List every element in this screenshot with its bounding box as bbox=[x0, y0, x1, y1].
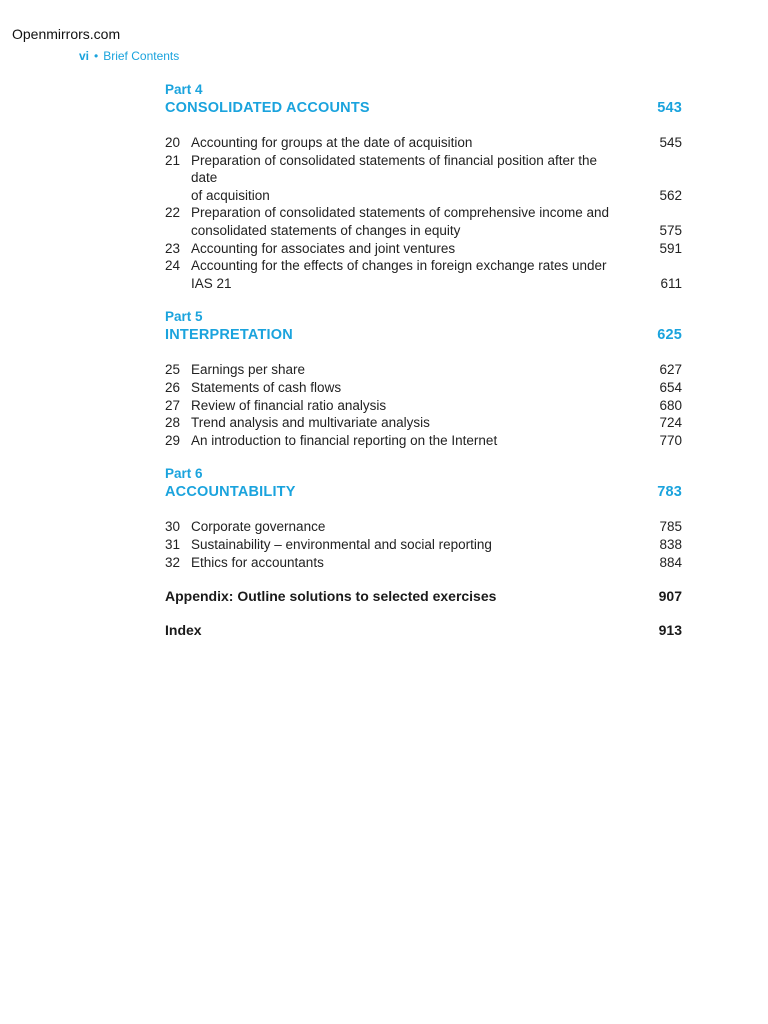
chapter-title-line: Earnings per share bbox=[191, 362, 306, 378]
chapter-number: 21 bbox=[165, 152, 181, 168]
chapter-row-22 bbox=[165, 204, 682, 239]
chapter-title-line: Preparation of consolidated statements of comprehensive income and bbox=[191, 205, 609, 221]
running-head-section: Brief Contents bbox=[103, 49, 180, 63]
chapter-title bbox=[191, 134, 642, 152]
running-head bbox=[79, 49, 179, 63]
chapter-row-32 bbox=[165, 554, 682, 572]
table-of-contents bbox=[165, 81, 682, 639]
chapter-list bbox=[165, 134, 682, 292]
chapter-list bbox=[165, 518, 682, 571]
chapter-number: 23 bbox=[165, 240, 181, 256]
part-title: ACCOUNTABILITY bbox=[165, 484, 296, 501]
chapter-title bbox=[191, 397, 642, 415]
chapter-title bbox=[191, 361, 642, 379]
chapter-number: 22 bbox=[165, 205, 181, 221]
part-label: Part 4 bbox=[165, 82, 203, 97]
chapter-row-20 bbox=[165, 134, 682, 152]
chapter-number: 26 bbox=[165, 379, 181, 395]
chapter-title bbox=[191, 379, 642, 397]
chapter-title-line: An introduction to financial reporting on the Internet bbox=[191, 432, 498, 448]
chapter-page: 591 bbox=[659, 240, 682, 256]
chapter-page: 654 bbox=[659, 379, 682, 395]
part-block-4 bbox=[165, 81, 682, 292]
chapter-title-line: Trend analysis and multivariate analysis bbox=[191, 415, 430, 431]
chapter-row-30 bbox=[165, 518, 682, 536]
chapter-page: 785 bbox=[659, 519, 682, 535]
part-block-6 bbox=[165, 465, 682, 571]
index-title: Index bbox=[165, 622, 202, 639]
chapter-title-line: Preparation of consolidated statements of financial position after the date bbox=[191, 152, 597, 186]
part-page: 625 bbox=[657, 327, 682, 344]
chapter-number: 20 bbox=[165, 135, 181, 150]
chapter-title-line: Statements of cash flows bbox=[191, 379, 342, 395]
chapter-title bbox=[191, 152, 642, 205]
appendix-title: Appendix: Outline solutions to selected exercises bbox=[165, 588, 497, 605]
chapter-title bbox=[191, 204, 642, 239]
part-page: 783 bbox=[657, 484, 682, 501]
index-page: 913 bbox=[658, 622, 682, 639]
chapter-title-line: Accounting for groups at the date of acquisition bbox=[191, 135, 473, 150]
chapter-title bbox=[191, 554, 642, 572]
appendix-page: 907 bbox=[658, 588, 682, 605]
chapter-title-line: Corporate governance bbox=[191, 519, 326, 535]
chapter-row-21 bbox=[165, 152, 682, 205]
chapter-page: 562 bbox=[659, 187, 682, 203]
chapter-title bbox=[191, 518, 642, 536]
part-label: Part 6 bbox=[165, 466, 203, 482]
part-title: INTERPRETATION bbox=[165, 327, 293, 344]
chapter-page: 884 bbox=[659, 554, 682, 570]
chapter-number: 25 bbox=[165, 362, 181, 378]
chapter-number: 24 bbox=[165, 258, 181, 274]
chapter-title-line: Accounting for associates and joint ventures bbox=[191, 240, 456, 256]
chapter-title-line: of acquisition bbox=[191, 187, 270, 203]
part-title-row bbox=[165, 326, 682, 344]
chapter-page: 575 bbox=[659, 222, 682, 238]
chapter-number: 28 bbox=[165, 415, 181, 431]
bullet-separator: • bbox=[94, 49, 99, 63]
appendix-entry bbox=[165, 587, 682, 605]
chapter-title-line: Sustainability – environmental and social reporting bbox=[191, 536, 492, 552]
chapter-title-line: Review of financial ratio analysis bbox=[191, 397, 387, 413]
index-entry bbox=[165, 621, 682, 639]
chapter-number: 29 bbox=[165, 432, 181, 448]
chapter-number: 32 bbox=[165, 554, 181, 570]
chapter-row-27 bbox=[165, 397, 682, 415]
chapter-row-29 bbox=[165, 432, 682, 450]
chapter-number: 27 bbox=[165, 397, 181, 413]
chapter-page: 611 bbox=[660, 275, 682, 291]
chapter-row-31 bbox=[165, 536, 682, 554]
chapter-row-23 bbox=[165, 240, 682, 258]
chapter-page: 680 bbox=[659, 397, 682, 413]
site-watermark: Openmirrors.com bbox=[12, 26, 121, 42]
page-folio: vi bbox=[79, 49, 90, 63]
chapter-title bbox=[191, 414, 642, 432]
chapter-title-line: consolidated statements of changes in equity bbox=[191, 222, 461, 238]
chapter-title bbox=[191, 257, 642, 292]
part-label: Part 5 bbox=[165, 309, 203, 325]
chapter-page: 724 bbox=[659, 415, 682, 431]
part-title-row bbox=[165, 99, 682, 117]
chapter-row-28 bbox=[165, 414, 682, 432]
part-title: CONSOLIDATED ACCOUNTS bbox=[165, 100, 370, 116]
chapter-number: 31 bbox=[165, 536, 181, 552]
chapter-list bbox=[165, 361, 682, 449]
chapter-number: 30 bbox=[165, 519, 181, 535]
chapter-title bbox=[191, 432, 642, 450]
chapter-title bbox=[191, 240, 642, 258]
chapter-row-25 bbox=[165, 361, 682, 379]
chapter-row-24 bbox=[165, 257, 682, 292]
chapter-page: 838 bbox=[659, 536, 682, 552]
chapter-title-line: Ethics for accountants bbox=[191, 554, 324, 570]
part-title-row bbox=[165, 483, 682, 501]
chapter-page: 770 bbox=[659, 432, 682, 448]
chapter-page: 545 bbox=[659, 135, 682, 150]
part-page: 543 bbox=[657, 100, 682, 116]
chapter-title bbox=[191, 536, 642, 554]
part-block-5 bbox=[165, 308, 682, 449]
chapter-page: 627 bbox=[659, 362, 682, 378]
chapter-row-26 bbox=[165, 379, 682, 397]
chapter-title-line: Accounting for the effects of changes in foreign exchange rates under IAS 21 bbox=[191, 258, 607, 291]
